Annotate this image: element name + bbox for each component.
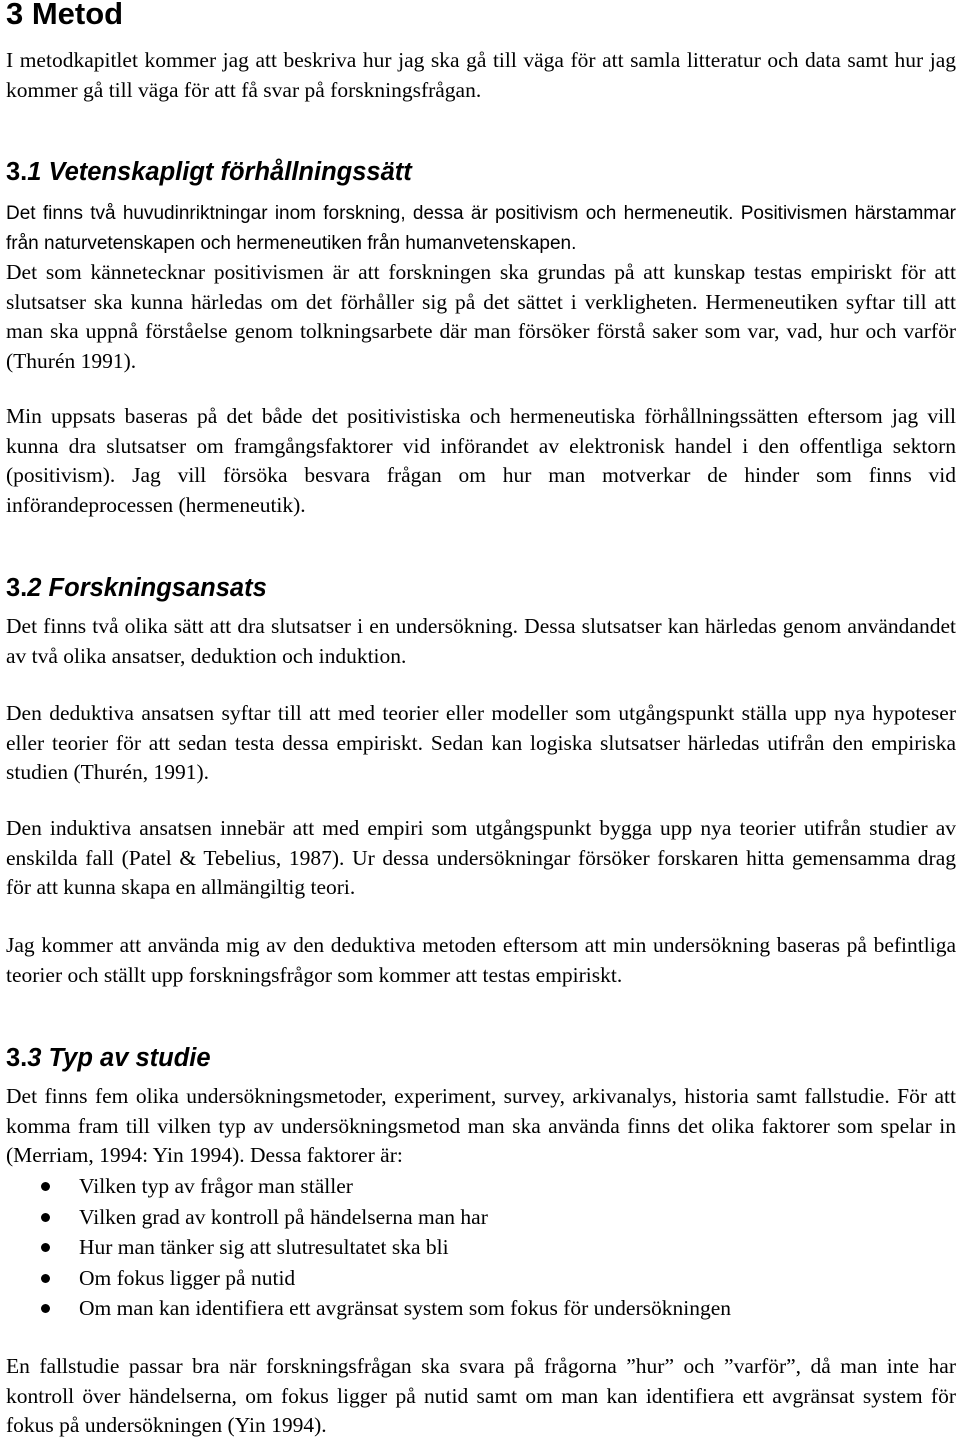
section-3-2-paragraph-4: Jag kommer att använda mig av den deduktiva metoden eftersom att min undersökning baseras på befintliga teorier och ställt upp forskningsfrågor som kommer att testas empiriskt. — [6, 933, 956, 987]
bullet-icon — [41, 1213, 50, 1222]
section-number: 3. — [6, 574, 28, 602]
section-heading-3-3 — [6, 1042, 211, 1074]
section-title: 3 Typ av studie — [27, 1044, 211, 1072]
section-heading-3-2 — [6, 572, 267, 604]
section-number: 3. — [6, 158, 28, 186]
factor-list — [6, 1171, 956, 1324]
section-3-1-paragraph-1: Det finns två huvudinriktningar inom forskning, dessa är positivism och hermeneutik. Positivismen härstammar från naturvetenskapen och hermeneutiken från humanvetenskapen. — [6, 203, 956, 254]
list-item: Hur man tänker sig att slutresultatet ska bli — [6, 1232, 956, 1263]
section-heading-3-1 — [6, 156, 412, 188]
list-item: Vilken grad av kontroll på händelserna man har — [6, 1202, 956, 1233]
list-item: Om man kan identifiera ett avgränsat system som fokus för undersökningen — [6, 1293, 956, 1324]
section-3-2-paragraph-2: Den deduktiva ansatsen syftar till att med teorier eller modeller som utgångspunkt ställa upp nya hypoteser eller teorier för att sedan testa dessa empiriskt. Sedan kan logiska slutsatser härledas utifrån den empiriska studien (Thurén, 1991). — [6, 701, 956, 784]
bullet-icon — [41, 1274, 50, 1283]
section-3-2-paragraph-3: Den induktiva ansatsen innebär att med empiri som utgångspunkt bygga upp nya teorier utifrån studier av enskilda fall (Patel & Tebelius, 1987). Ur dessa undersökningar försöker forskaren hitta gemensamma drag för att kunna skapa en allmängiltig teori. — [6, 816, 956, 899]
section-3-intro: I metodkapitlet kommer jag att beskriva hur jag ska gå till väga för att samla litteratur och data samt hur jag kommer gå till väga för att få svar på forskningsfrågan. — [6, 48, 956, 102]
section-3-3-paragraph-1: Det finns fem olika undersökningsmetoder, experiment, survey, arkivanalys, historia samt fallstudie. För att komma fram till vilken typ av undersökningsmetod man ska använda finns det olika faktorer som spelar in (Merriam, 1994: Yin 1994). Dessa faktorer är: — [6, 1084, 956, 1167]
bullet-icon — [41, 1243, 50, 1252]
section-3-2-paragraph-1: Det finns två olika sätt att dra slutsatser i en undersökning. Dessa slutsatser kan härledas genom användandet av två olika ansatser, deduktion och induktion. — [6, 614, 956, 668]
section-3-1-paragraph-3: Min uppsats baseras på det både det positivistiska och hermeneutiska förhållningssätten eftersom jag vill kunna dra slutsatser om framgångsfaktorer vid införandet av elektronisk handel i den offentliga sektorn (positivism). Jag vill försöka besvara frågan om hur man motverkar de hinder som finns vid införandeprocessen (hermeneutik). — [6, 404, 956, 517]
section-3-3-paragraph-2: En fallstudie passar bra när forskningsfrågan ska svara på frågorna ”hur” och ”varför”, då man inte har kontroll över händelserna, om fokus ligger på nutid samt om man kan identifiera ett avgränsat system för fokus på undersökningen (Yin 1994). — [6, 1354, 956, 1437]
section-title: 2 Forskningsansats — [27, 574, 267, 602]
section-number: 3. — [6, 1044, 28, 1072]
bullet-icon — [41, 1304, 50, 1313]
section-title: 1 Vetenskapligt förhållningssätt — [27, 158, 412, 186]
section-heading-3: 3 Metod — [6, 0, 124, 31]
bullet-icon — [41, 1182, 50, 1191]
section-3-1-paragraph-2: Det som kännetecknar positivismen är att forskningen ska grundas på att kunskap testas empiriskt för att slutsatser ska kunna härledas om det förhåller sig på det sättet i verkligheten. Hermeneutiken syftar till att man ska uppnå förståelse genom tolkningsarbete där man försöker förstå saker som var, vad, hur och varför (Thurén 1991). — [6, 260, 956, 373]
list-item: Om fokus ligger på nutid — [6, 1263, 956, 1294]
list-item: Vilken typ av frågor man ställer — [6, 1171, 956, 1202]
